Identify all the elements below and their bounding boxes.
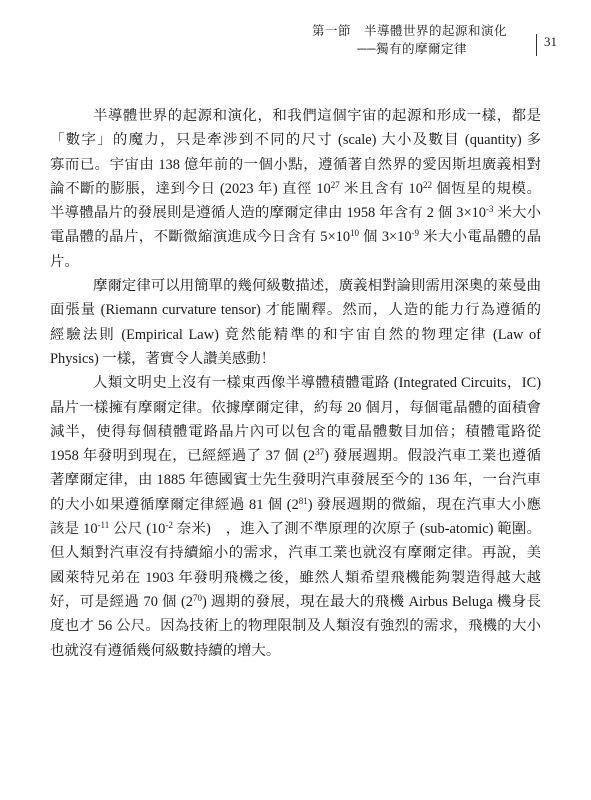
- body-text: [50, 104, 541, 663]
- text-run: ) 週期的發展，現在最大的飛機 Airbus Beluga 機身長: [201, 593, 541, 610]
- text-run: 的大小如果遵循摩爾定律經過 81 個 (2: [50, 496, 299, 513]
- text-run: 米且含有 10: [339, 180, 423, 197]
- text-line: [50, 396, 541, 420]
- text-run: 寡而已。宇宙由 138 億年前的一個小點，遵循著自然界的愛因斯坦廣義相對: [50, 156, 541, 173]
- text-run: 面張量 (Riemann curvature tensor) 才能闡釋。然而，人造的能力行為遵循的: [50, 302, 541, 319]
- text-run: 該是 10: [50, 521, 98, 538]
- text-run: 論不斷的膨脹，達到今日 (2023 年) 直徑 10: [50, 180, 331, 197]
- text-run: 米大小: [493, 205, 541, 222]
- superscript: -11: [97, 520, 110, 531]
- superscript: 22: [422, 179, 432, 190]
- text-line: [50, 323, 541, 347]
- text-run: 個恆星的規模。: [431, 180, 541, 197]
- text-line: [50, 371, 541, 395]
- text-line: [50, 468, 541, 492]
- text-run: 1958 年發明到現在，已經經過了 37 個 (2: [50, 448, 316, 465]
- superscript: -9: [411, 228, 420, 239]
- text-run: 摩爾定律可以用簡單的幾何級數描述，廣義相對論則需用深奧的萊曼曲: [93, 278, 541, 295]
- text-run: 片。: [50, 253, 79, 270]
- text-line: [50, 104, 541, 128]
- text-run: 個 3×10: [359, 229, 412, 246]
- text-run: 半導體世界的起源和演化，和我們這個宇宙的起源和形成一樣，都是: [93, 108, 541, 124]
- text-run: 奈米) ，進入了測不準原理的次原子 (sub-atomic) 範圍。: [172, 521, 541, 538]
- text-run: 電晶體的晶片，不斷微縮演進成今日含有 5×10: [50, 229, 351, 246]
- text-line: [50, 347, 541, 371]
- text-run: 米大小電晶體的晶: [419, 229, 541, 246]
- text-line: [50, 274, 541, 298]
- paragraph: [50, 274, 541, 371]
- text-line: [50, 225, 541, 249]
- text-line: [50, 517, 541, 541]
- superscript: 70: [192, 592, 202, 603]
- superscript: 37: [315, 447, 325, 458]
- text-run: 人類文明史上沒有一樣東西像半導體積體電路 (Integrated Circuits，IC): [93, 375, 541, 392]
- text-line: [50, 566, 541, 590]
- text-run: 著摩爾定律，由 1885 年德國賓士先生發明汽車發展至今的 136 年，一台汽車: [50, 472, 541, 489]
- text-line: [50, 614, 541, 638]
- text-line: [50, 250, 541, 274]
- superscript: -3: [486, 204, 494, 215]
- superscript: 27: [330, 179, 340, 190]
- page-number: 31: [544, 34, 557, 49]
- text-line: [50, 493, 541, 517]
- text-run: 晶片一樣擁有摩爾定律。依據摩爾定律，約每 20 個月，每個電晶體的面積會: [50, 399, 541, 416]
- text-line: [50, 420, 541, 444]
- text-run: 半導體晶片的發展則是遵循人造的摩爾定律由 1958 年含有 2 個 3×10: [50, 205, 486, 222]
- text-run: 公尺 (10: [109, 521, 166, 538]
- header-text: [312, 22, 507, 58]
- text-run: 但人類對汽車沒有持續縮小的需求，汽車工業也就沒有摩爾定律。再說，美: [50, 545, 541, 562]
- text-line: [50, 201, 541, 225]
- superscript: -2: [165, 520, 173, 531]
- text-run: 好，可是經過 70 個 (2: [50, 593, 193, 610]
- header-section-title: 第一節 半導體世界的起源和演化: [311, 24, 507, 38]
- text-line: [50, 639, 541, 663]
- text-run: 經驗法則 (Empirical Law) 竟然能精準的和宇宙自然的物理定律 (Law of: [50, 326, 541, 343]
- text-line: [50, 177, 541, 201]
- text-run: ) 發展週期。假設汽車工業也遵循: [324, 448, 541, 465]
- text-run: Physics) 一樣，著實令人讚美感動！: [50, 350, 276, 367]
- running-header: [312, 22, 557, 58]
- text-line: [50, 444, 541, 468]
- paragraph: [50, 104, 541, 274]
- text-line: [50, 298, 541, 322]
- text-run: 國萊特兄弟在 1903 年發明飛機之後，雖然人類希望飛機能夠製造得越大越: [50, 569, 541, 586]
- header-divider: [536, 34, 537, 56]
- superscript: 10: [350, 228, 360, 239]
- text-line: [50, 541, 541, 565]
- text-line: [50, 128, 541, 152]
- text-line: [50, 153, 541, 177]
- text-run: 也就沒有遵循幾何級數持續的增大。: [50, 642, 281, 659]
- text-line: [50, 590, 541, 614]
- text-run: 減半，使得每個積體電路晶片內可以包含的電晶體數目加倍；積體電路從: [50, 423, 541, 440]
- paragraph: [50, 371, 541, 663]
- text-run: 「數字」的魔力，只是牽涉到不同的尺寸 (scale) 大小及數目 (quantity) 多: [50, 132, 541, 149]
- text-run: 度也才 56 公尺。因為技術上的物理限制及人類沒有強烈的需求，飛機的大小: [50, 618, 541, 635]
- text-run: ) 發展週期的微縮，現在汽車大小應: [307, 496, 541, 513]
- superscript: 81: [298, 495, 308, 506]
- header-subtitle: ──獨有的摩爾定律: [357, 42, 467, 56]
